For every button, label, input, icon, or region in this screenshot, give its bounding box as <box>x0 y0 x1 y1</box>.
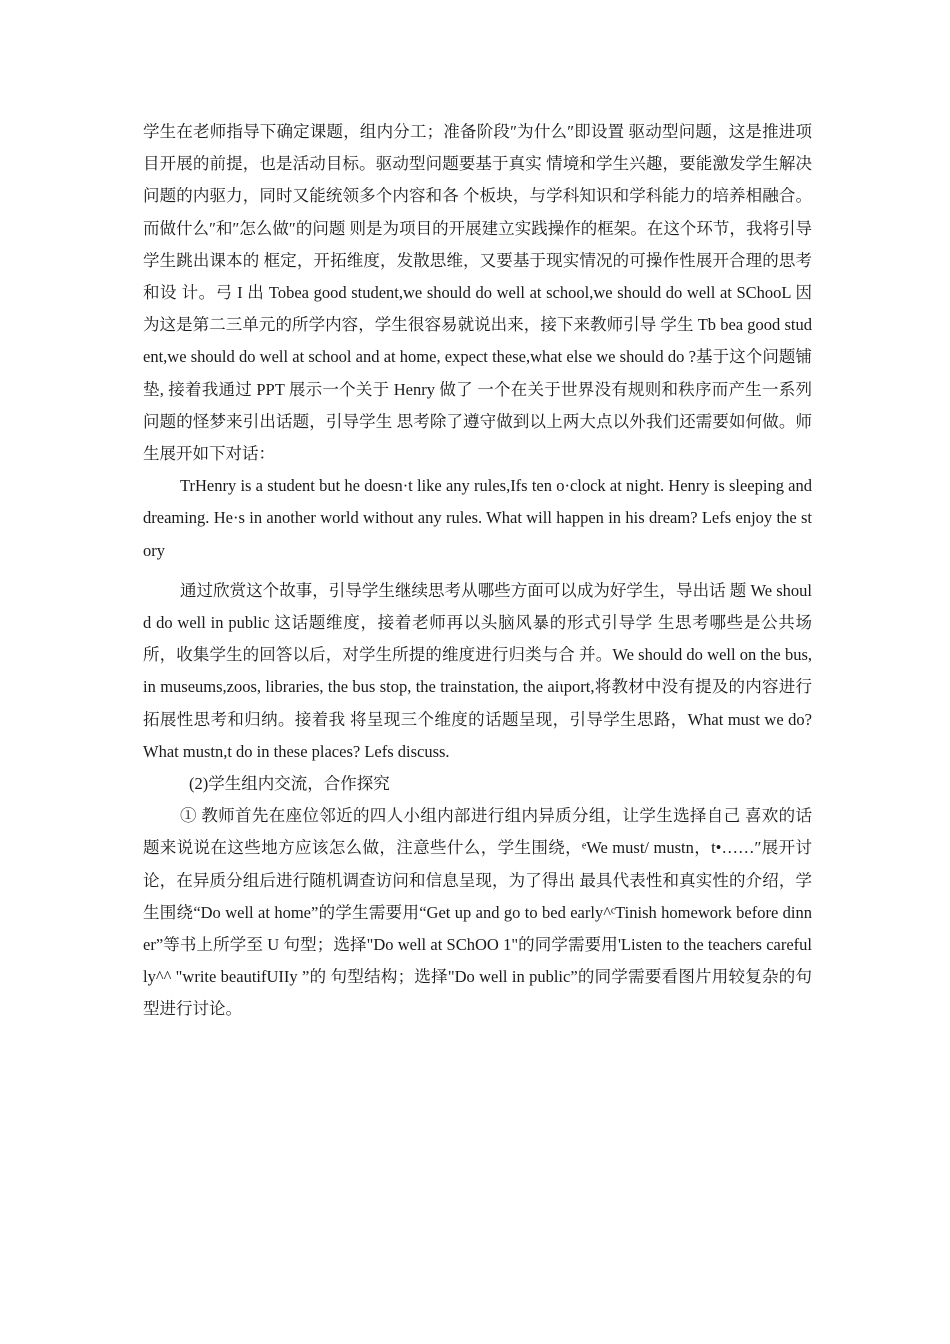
subheading-group-exchange: (2)学生组内交流，合作探究 <box>189 774 390 794</box>
document-body <box>143 116 812 1026</box>
paragraph-group-activity: ① 教师首先在座位邻近的四人小组内部进行组内异质分组，让学生选择自己 喜欢的话题来说说在这些地方应该怎么做，注意些什么，学生围绕，ᵉWe must/ mustn，t•……″展开讨论，在异质分组后进行随机调查访问和信息呈现，为了得出 最具代表性和真实性的介绍，学生围绕“Do well at home”的学生需要用“Get up and go to bed early^ᶜTinish homework before dinner”等书上所学至 U 句型；选择"Do well at SChOO 1"的同学需要用'Listen to the teachers carefully^^ "write beautifUIIy ”的 句型结构；选择"Do well in public”的同学需要看图片用较复杂的句型进行讨论。 <box>143 806 813 1019</box>
paragraph-dialogue: TrHenry is a student but he doesn·t like any rules,Ifs ten o·clock at night. Henry is sleeping and dreaming. He·s in another world without any rules. What will happen in his dream? Lefs enjoy the story <box>143 476 812 560</box>
paragraph-story-discussion: 通过欣赏这个故事，引导学生继续思考从哪些方面可以成为好学生，导出话 题 We should do well in public 这话题维度，接着老师再以头脑风暴的形式引导学 生思考哪些是公共场所，收集学生的回答以后，对学生所提的维度进行归类与合 并。We should do well on the bus, in museums,zoos, libraries, the bus stop, the trainstation, the aiιport,将教材中没有提及的内容进行拓展性思考和归纳。接着我 将呈现三个维度的话题呈现，引导学生思路，What must we do? What mustn,t do in these places? Lefs discuss. <box>143 580 812 761</box>
paragraph-project-stages: 学生在老师指导下确定课题，组内分工；准备阶段″为什么″即设置 驱动型问题，这是推进项目开展的前提，也是活动目标。驱动型问题要基于真实 情境和学生兴趣，要能激发学生解决问题的内驱力，同时又能统领多个内容和各 个板块，与学科知识和学科能力的培养相融合。而做什么″和″怎么做″的问题 则是为项目的开展建立实践操作的框架。在这个环节，我将引导学生跳出课本的 框定，开拓维度，发散思维，又要基于现实情况的可操作性展开合理的思考和设 计。弓 I 出 Tobea good student,we should do well at school,we should do well at SChooL 因为这是第二三单元的所学内容，学生很容易就说出来，接下来教师引导 学生 Tb bea good student,we should do well at school and at home, expect these,what else we should do ?基于这个问题铺垫, 接着我通过 PPT 展示一个关于 Henry 做了 一个在关于世界没有规则和秩序而产生一系列问题的怪梦来引出话题，引导学生 思考除了遵守做到以上两大点以外我们还需要如何做。师生展开如下对话： <box>143 122 812 464</box>
